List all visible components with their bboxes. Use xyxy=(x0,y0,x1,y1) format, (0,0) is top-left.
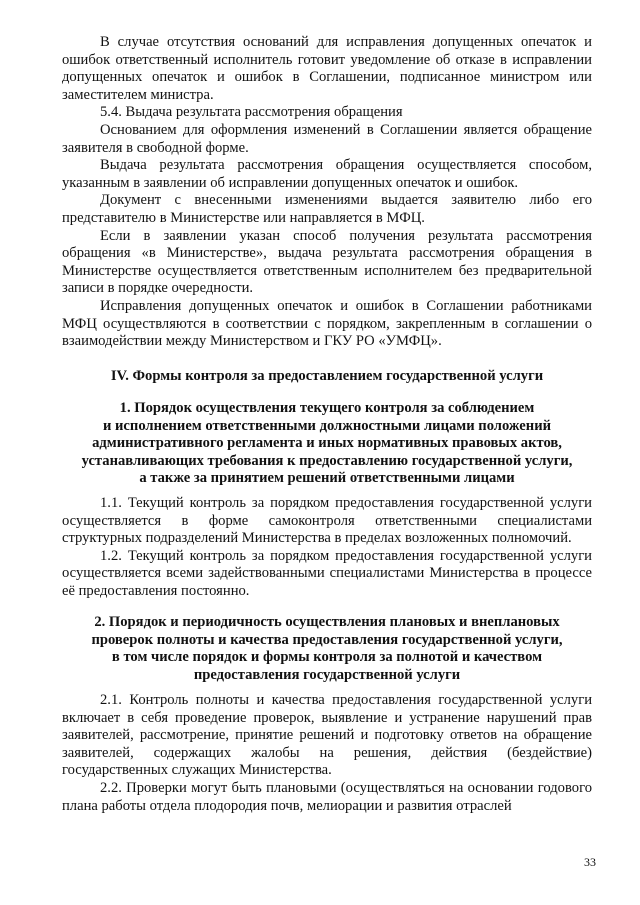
heading-1 xyxy=(62,400,592,488)
paragraph: Основанием для оформления изменений в Соглашении является обращение заявителя в свободной форме. xyxy=(62,121,592,156)
paragraph: В случае отсутствия оснований для исправления допущенных опечаток и ошибок ответственный исполнитель готовит уведомление об отказе в исправлении допущенных опечаток и ошибок в Соглашении, подписанное министром или заместителем министра. xyxy=(62,34,592,103)
heading-line: устанавливающих требования к предоставлению государственной услуги, xyxy=(81,452,573,469)
paragraph: 1.1. Текущий контроль за порядком предоставления государственной услуги осуществляется в форме самоконтроля ответственными специалистами структурных подразделений Министерства в пределах возложенных полномочий. xyxy=(62,495,592,547)
subsection-2-text xyxy=(62,692,592,815)
heading-line: и исполнением ответственными должностными лицами положений xyxy=(102,417,552,434)
heading-line: предоставления государственной услуги xyxy=(193,666,461,683)
paragraph: 2.1. Контроль полноты и качества предоставления государственной услуги включает в себя проведение проверок, выявление и устранение нарушений прав заявителей, рассмотрение, принятие решений и подготовку ответов на обращение заявителей, содержащих жалобы на решения, действия (бездействие) государственных служащих Министерства. xyxy=(62,692,592,779)
heading-line: проверок полноты и качества предоставления государственной услуги, xyxy=(91,631,563,648)
paragraph: Исправления допущенных опечаток и ошибок в Соглашении работниками МФЦ осуществляются в соответствии с порядком, закрепленным в соглашении о взаимодействии между Министерством и ГКУ РО «УМФЦ». xyxy=(62,297,592,350)
heading-2 xyxy=(62,614,592,684)
subsection-1-text xyxy=(62,495,592,601)
section-5-4-text xyxy=(62,34,592,351)
heading-line: в том числе порядок и формы контроля за полнотой и качеством xyxy=(111,649,543,666)
paragraph: Если в заявлении указан способ получения результата рассмотрения обращения «в Министерстве», выдача результата рассмотрения обращения в Министерстве осуществляется ответственным исполнителем без предварительной записи в порядке очередности. xyxy=(62,227,592,297)
subsection-title: 5.4. Выдача результата рассмотрения обращения xyxy=(100,104,403,121)
paragraph: Документ с внесенными изменениями выдается заявителю либо его представителю в Министерстве или направляется в МФЦ. xyxy=(62,192,592,226)
paragraph: 2.2. Проверки могут быть плановыми (осуществляться на основании годового плана работы отдела плодородия почв, мелиорации и развития отраслей xyxy=(62,779,592,814)
heading-line: административного регламента и иных нормативных правовых актов, xyxy=(92,435,562,452)
heading-line: а также за принятием решений ответственными лицами xyxy=(139,470,515,487)
page-number: 33 xyxy=(584,855,596,869)
heading-line: 1. Порядок осуществления текущего контроля за соблюдением xyxy=(119,400,535,416)
section-title xyxy=(62,368,592,386)
paragraph: 1.2. Текущий контроль за порядком предоставления государственной услуги осуществляется всеми задействованными специалистами Министерства в процессе её предоставления постоянно. xyxy=(62,547,592,599)
paragraph: Выдача результата рассмотрения обращения осуществляется способом, указанным в заявлении об исправлении допущенных опечаток и ошибок. xyxy=(62,157,592,191)
section-heading: IV. Формы контроля за предоставлением государственной услуги xyxy=(110,368,544,384)
heading-line: 2. Порядок и периодичность осуществления плановых и внеплановых xyxy=(94,614,560,630)
